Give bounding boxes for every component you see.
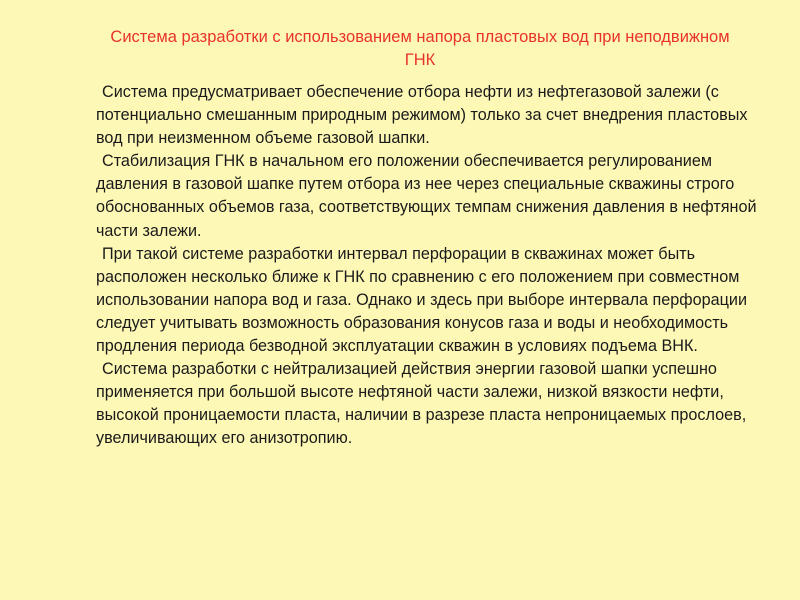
paragraph-4: Система разработки с нейтрализацией действия энергии газовой шапки успешно применяется при большой высоте нефтяной части залежи, низкой вязкости нефти, высокой проницаемости пласта, наличии в разрезе пласта непроницаемых прослоев, увеличивающих его анизотропию.: [96, 360, 747, 448]
paragraph-1: Система предусматривает обеспечение отбора нефти из нефтегазовой залежи (с потенциально смешанным природным режимом) только за счет внедрения пластовых вод при неизменном объеме газовой шапки.: [96, 83, 748, 148]
slide-body: [96, 81, 766, 451]
paragraph-3: При такой системе разработки интервал перфорации в скважинах может быть расположен несколько ближе к ГНК по сравнению с его положением при совместном использовании напора вод и газа. Однако и здесь при выборе интервала перфорации следует учитывать возможность образования конусов газа и воды и необходимость продления периода безводной эксплуатации скважин в условиях подъема ВНК.: [96, 244, 747, 356]
paragraph-2: Стабилизация ГНК в начальном его положении обеспечивается регулированием давления в газовой шапке путем отбора из нее через специальные скважины строго обоснованных объемов газа, соответствующих темпам снижения давления в нефтяной части залежи.: [96, 152, 757, 240]
slide-title: Система разработки с использованием напора пластовых вод при неподвижном ГНК: [110, 28, 730, 69]
